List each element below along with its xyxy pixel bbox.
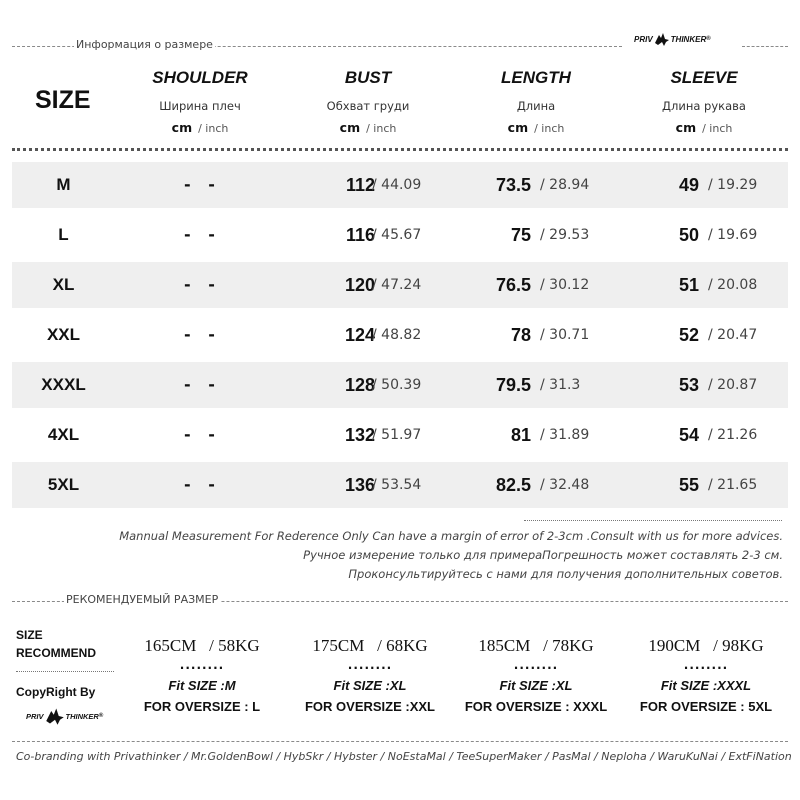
cobranding-text: Co-branding with Privathinker / Mr.GoldenBowl / HybSkr / Hybster / NoEstaMal / TeeSuperMaker / PasMal / Neploha / WaruKuNai / ExtFiNation <box>16 750 792 763</box>
row-size: L <box>58 225 69 244</box>
height-weight <box>626 636 786 656</box>
size-info-label: Информация о размере <box>76 38 213 51</box>
row-shoulder: - - <box>184 175 221 194</box>
row-shoulder: - - <box>184 475 221 494</box>
unit-cm: cm <box>675 120 697 135</box>
unit-cm: cm <box>339 120 361 135</box>
header-dotted-separator <box>12 148 788 151</box>
col-unit <box>456 120 616 135</box>
row-bust-inch: / 44.09 <box>372 177 422 193</box>
logo-text-left: PRIV <box>634 34 653 44</box>
unit-cm: cm <box>171 120 193 135</box>
row-bust-inch: / 51.97 <box>372 427 422 443</box>
side-line-2: RECOMMEND <box>16 646 96 660</box>
row-length-inch: / 32.48 <box>540 477 590 493</box>
logo-text-right: THINKER <box>65 711 99 721</box>
footer-divider <box>12 741 788 742</box>
rec-weight: / 98KG <box>713 636 764 655</box>
col-title: LENGTH <box>501 68 571 87</box>
rec-oversize: FOR OVERSIZE : XXXL <box>464 699 608 714</box>
header-divider-right <box>742 46 788 47</box>
row-sleeve-inch: / 20.87 <box>708 377 758 393</box>
rec-oversize: FOR OVERSIZE :XXL <box>304 699 435 714</box>
rec-dots: ........ <box>513 658 559 672</box>
row-sleeve-inch: / 19.69 <box>708 227 758 243</box>
height-weight <box>290 636 450 656</box>
row-size: M <box>56 175 71 194</box>
side-line-1: SIZE <box>16 628 43 642</box>
rec-height: 165CM <box>144 636 197 655</box>
row-sleeve-cm: 55 <box>678 475 699 495</box>
row-size: XXL <box>46 325 81 344</box>
row-size: XL <box>52 275 75 294</box>
fox-logo-icon <box>45 706 65 726</box>
table-row <box>12 462 788 508</box>
table-row <box>12 412 788 458</box>
row-size: 4XL <box>47 425 80 444</box>
note-russian-2: Проконсультируйтесь с нами для получения дополнительных советов. <box>348 567 783 581</box>
row-sleeve-inch: / 19.29 <box>708 177 758 193</box>
row-size: XXXL <box>41 375 86 394</box>
rec-dots: ........ <box>179 658 225 672</box>
unit-inch: / inch <box>702 122 733 135</box>
brand-logo-top <box>634 31 711 47</box>
row-length-cm: 79.5 <box>495 375 531 395</box>
row-length-cm: 78 <box>510 325 531 345</box>
row-sleeve-cm: 51 <box>678 275 699 295</box>
logo-registered: ® <box>98 713 104 719</box>
notes-divider <box>524 520 782 521</box>
brand-logo-bottom <box>26 706 103 726</box>
table-row <box>12 262 788 308</box>
rec-fit: Fit SIZE :M <box>168 678 236 693</box>
row-length-inch: / 30.71 <box>540 327 590 343</box>
row-shoulder: - - <box>184 325 221 344</box>
recommend-label: РЕКОМЕНДУЕМЫЙ РАЗМЕР <box>66 593 219 606</box>
row-sleeve-inch: / 20.08 <box>708 277 758 293</box>
rec-height: 175CM <box>312 636 365 655</box>
row-sleeve-inch: / 21.26 <box>708 427 758 443</box>
rec-height: 190CM <box>648 636 701 655</box>
height-weight <box>122 636 282 656</box>
row-bust-cm: 132 <box>344 425 375 445</box>
row-bust-inch: / 48.82 <box>372 327 422 343</box>
rec-fit: Fit SIZE :XXXL <box>660 678 752 693</box>
col-subtitle: Ширина плеч <box>159 99 241 113</box>
row-size: 5XL <box>47 475 80 494</box>
unit-inch: / inch <box>534 122 565 135</box>
row-bust-cm: 136 <box>344 475 375 495</box>
table-row <box>12 162 788 208</box>
logo-text-right: THINKER <box>670 34 707 44</box>
col-head-shoulder <box>120 68 280 135</box>
row-length-inch: / 29.53 <box>540 227 590 243</box>
recommend-item <box>456 636 616 714</box>
size-recommend-label <box>16 626 96 662</box>
row-shoulder: - - <box>184 425 221 444</box>
row-bust-cm: 128 <box>344 375 375 395</box>
col-head-length <box>456 68 616 135</box>
row-sleeve-cm: 54 <box>678 425 699 445</box>
col-head-sleeve <box>624 68 784 135</box>
table-row <box>12 362 788 408</box>
row-sleeve-inch: / 20.47 <box>708 327 758 343</box>
row-sleeve-cm: 49 <box>678 175 699 195</box>
row-shoulder: - - <box>184 275 221 294</box>
col-title: SHOULDER <box>152 68 248 87</box>
unit-cm: cm <box>507 120 529 135</box>
rec-dots: ........ <box>683 658 729 672</box>
row-sleeve-cm: 53 <box>678 375 699 395</box>
row-length-cm: 75 <box>510 225 531 245</box>
row-bust-cm: 120 <box>344 275 375 295</box>
col-subtitle: Длина <box>516 99 556 113</box>
col-title: BUST <box>344 68 392 87</box>
rec-weight: / 68KG <box>377 636 428 655</box>
row-bust-inch: / 45.67 <box>372 227 422 243</box>
rec-height: 185CM <box>478 636 531 655</box>
copyright-label: CopyRight By <box>16 685 96 699</box>
row-shoulder: - - <box>184 225 221 244</box>
rec-oversize: FOR OVERSIZE : 5XL <box>639 699 773 714</box>
row-length-cm: 81 <box>510 425 531 445</box>
rec-dots: ........ <box>347 658 393 672</box>
row-bust-cm: 124 <box>344 325 375 345</box>
rec-weight: / 78KG <box>543 636 594 655</box>
rec-fit: Fit SIZE :XL <box>333 678 407 693</box>
row-length-inch: / 28.94 <box>540 177 590 193</box>
logo-text-left: PRIV <box>26 711 44 721</box>
row-bust-inch: / 50.39 <box>372 377 422 393</box>
col-unit <box>120 120 280 135</box>
height-weight <box>456 636 616 656</box>
col-subtitle: Обхват груди <box>326 99 410 113</box>
row-shoulder: - - <box>184 375 221 394</box>
row-bust-cm: 116 <box>345 225 375 245</box>
note-russian-1: Ручное измерение только для примераПогрешность может составлять 2-3 см. <box>303 548 783 562</box>
col-unit <box>288 120 448 135</box>
row-length-cm: 76.5 <box>495 275 531 295</box>
rec-weight: / 58KG <box>209 636 260 655</box>
col-subtitle: Длина рукава <box>662 99 746 113</box>
table-row <box>12 212 788 258</box>
row-length-cm: 82.5 <box>495 475 531 495</box>
unit-inch: / inch <box>366 122 397 135</box>
logo-registered: ® <box>706 36 711 42</box>
size-heading: SIZE <box>35 86 91 114</box>
rec-fit: Fit SIZE :XL <box>499 678 573 693</box>
unit-inch: / inch <box>198 122 229 135</box>
row-length-inch: / 31.89 <box>540 427 590 443</box>
recommend-item <box>290 636 450 714</box>
side-divider <box>16 671 114 672</box>
row-bust-inch: / 47.24 <box>372 277 422 293</box>
recommend-item <box>626 636 786 714</box>
recommend-item <box>122 636 282 714</box>
col-head-bust <box>288 68 448 135</box>
col-title: SLEEVE <box>670 68 738 87</box>
rec-oversize: FOR OVERSIZE : L <box>143 699 261 714</box>
fox-logo-icon <box>654 31 670 47</box>
row-sleeve-cm: 50 <box>678 225 699 245</box>
row-bust-inch: / 53.54 <box>372 477 422 493</box>
row-length-inch: / 31.3 <box>540 377 581 393</box>
row-length-cm: 73.5 <box>495 175 531 195</box>
row-bust-cm: 112 <box>345 175 375 195</box>
col-unit <box>624 120 784 135</box>
row-sleeve-inch: / 21.65 <box>708 477 758 493</box>
row-sleeve-cm: 52 <box>678 325 699 345</box>
row-length-inch: / 30.12 <box>540 277 590 293</box>
note-english: Mannual Measurement For Rederence Only Can have a margin of error of 2-3cm .Consult with us for more advices. <box>119 529 783 543</box>
table-row <box>12 312 788 358</box>
